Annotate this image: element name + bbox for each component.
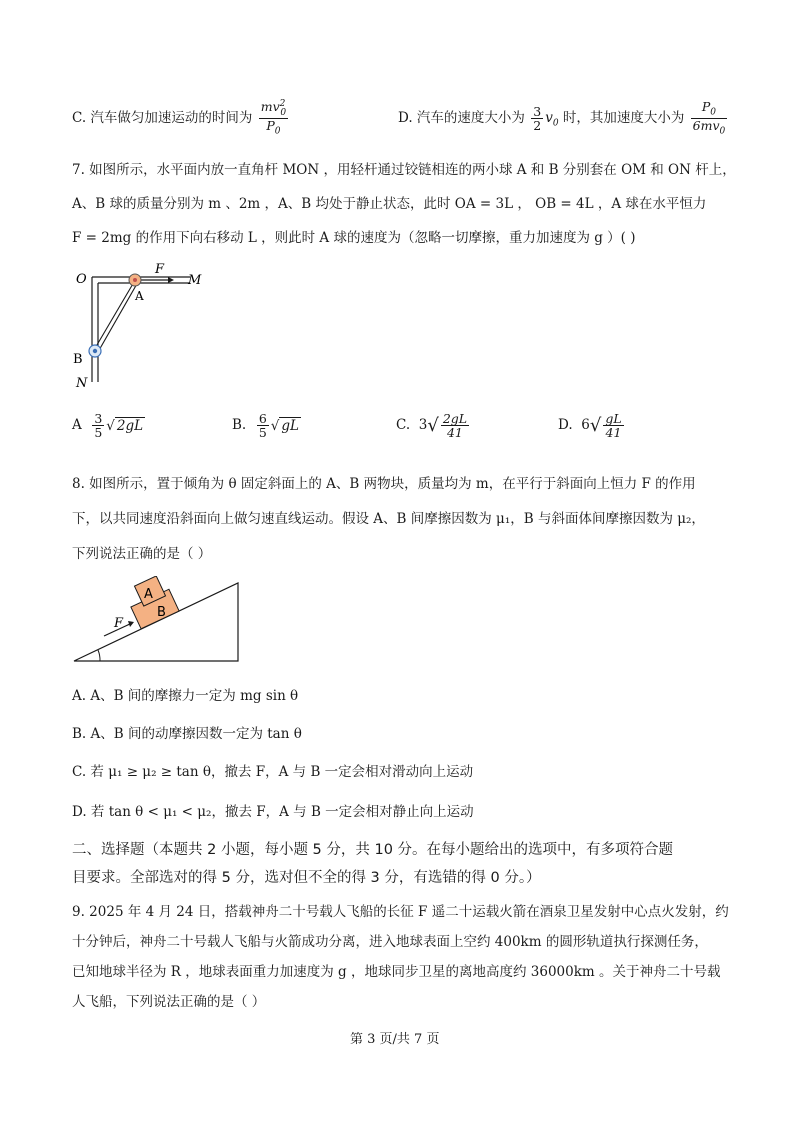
q7-option-d: D. 6√ $\frac{gL}{41}$ (558, 411, 622, 441)
q6-option-d: D. 汽车的速度大小为 $\frac{3}{2}$ $v_0$ 时，其加速度大小为 $\frac{P_0}{6mv_0}$ (398, 99, 726, 137)
label-block-a: A (144, 587, 153, 602)
q9-line4: 人飞船，下列说法正确的是（ ） (72, 994, 266, 1010)
q8-option-b: B. A、B 间的动摩擦因数一定为 tan θ (72, 726, 302, 742)
q9-line3: 已知地球半径为 R ，地球表面重力加速度为 g ，地球同步卫星的离地高度约 36000km 。关于神舟二十号载 (72, 964, 721, 980)
q7-line3: F = 2mg 的作用下向右移动 L ，则此时 A 球的速度为（忽略一切摩擦，重力加速度为 g ）( ) (72, 230, 636, 246)
q8-line3: 下列说法正确的是（ ） (72, 546, 212, 562)
q9-line1: 9. 2025 年 4 月 24 日，搭载神舟二十号载人飞船的长征 F 遥二十运载火箭在酒泉卫星发射中心点火发射，约 (72, 904, 729, 920)
rod-ab-1 (94, 282, 134, 350)
label-b: B (73, 352, 83, 367)
section2-line1: 二、选择题（本题共 2 小题，每小题 5 分，共 10 分。在每小题给出的选项中，有多项符合题 (72, 842, 674, 858)
label-n: N (76, 376, 88, 391)
q7-option-a: A $\frac{3}{5}$ √ 2gL (72, 411, 144, 441)
q7-option-b: B. $\frac{6}{5}$ √ gL (232, 411, 299, 441)
label-block-b: B (157, 605, 166, 620)
q8-option-c: C. 若 μ₁ ≥ μ₂ ≥ tan θ，撤去 F，A 与 B 一定会相对滑动向上运动 (72, 764, 474, 780)
force-arrow-head (168, 277, 174, 283)
section2-line2: 目要求。全部选对的得 5 分，选对但不全的得 3 分，有选错的得 0 分。） (72, 870, 541, 886)
q6-option-d-coef: $\frac{3}{2}$ (533, 103, 542, 133)
q7-figure (70, 262, 220, 394)
page-footer: 第 3 页/共 7 页 (350, 1032, 440, 1047)
rod-ab-2 (98, 282, 138, 352)
q6-option-c-fraction: $\frac{mv^2_0}{P_0}$ (260, 99, 287, 137)
q8-option-a: A. A、B 间的摩擦力一定为 mg sin θ (72, 688, 299, 704)
q9-line2: 十分钟后，神舟二十号载人飞船与火箭成功分离，进入地球表面上空约 400km 的圆形轨道执行探测任务， (72, 934, 708, 950)
label-a: A (135, 289, 144, 303)
q6-option-d-fraction: $\frac{P_0}{6mv_0}$ (692, 99, 726, 137)
label-f: F (155, 262, 165, 277)
q6-option-d-text1: D. 汽车的速度大小为 (398, 109, 525, 126)
q6-option-c (72, 100, 290, 137)
q8-line2: 下，以共同速度沿斜面向上做匀速直线运动。假设 A、B 间摩擦因数为 μ₁，B 与斜面体间摩擦因数为 μ₂， (72, 511, 705, 527)
q7-line1: 7. 如图所示，水平面内放一直角杆 MON ，用轻杆通过铰链相连的两小球 A 和 B 分别套在 OM 和 ON 杆上， (72, 162, 736, 178)
q8-label-f: F (114, 616, 124, 631)
angle-arc (98, 650, 100, 661)
q7-option-c: C. 3√ $\frac{2gL}{41}$ (396, 411, 468, 441)
q8-figure (72, 576, 244, 668)
q6-option-d-text2: 时，其加速度大小为 (562, 109, 685, 126)
ball-a-hinge (133, 278, 137, 282)
q8-option-d: D. 若 tan θ < μ₁ < μ₂，撤去 F，A 与 B 一定会相对静止向上运动 (72, 804, 474, 820)
ball-b-hinge (93, 349, 97, 353)
label-o: O (76, 272, 87, 287)
q8-line1: 8. 如图所示，置于倾角为 θ 固定斜面上的 A、B 两物块，质量均为 m，在平行于斜面向上恒力 F 的作用 (72, 476, 696, 492)
q6-option-c-text: C. 汽车做匀加速运动的时间为 (72, 110, 253, 127)
label-m: M (188, 273, 202, 288)
q7-line2: A、B 球的质量分别为 m 、2m ，A、B 均处于静止状态，此时 OA = 3L ， OB = 4L ，A 球在水平恒力 (72, 196, 707, 212)
